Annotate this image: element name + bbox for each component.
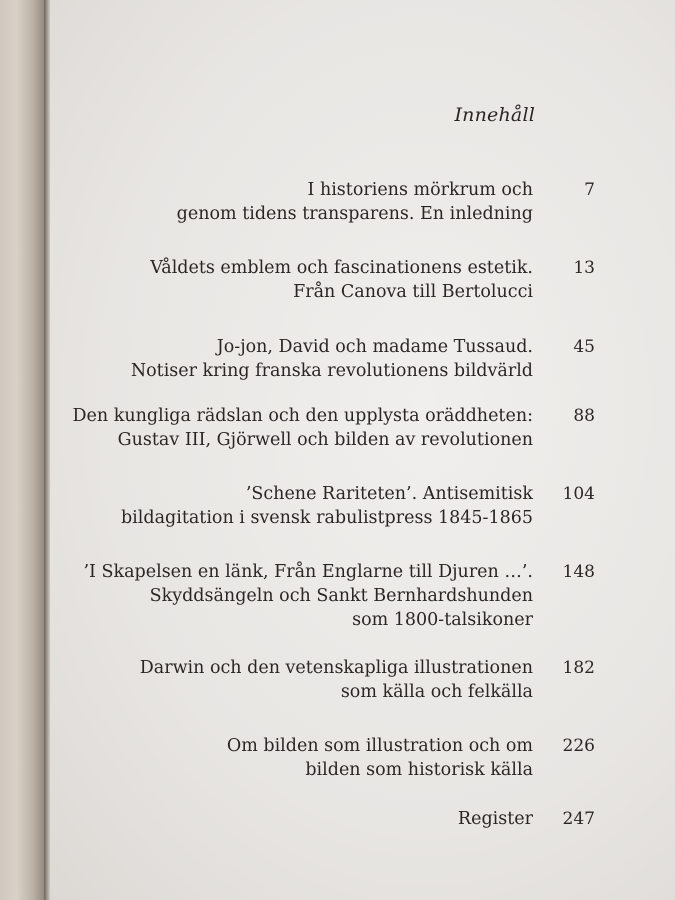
toc-entry-title-line: Från Canova till Bertolucci: [293, 282, 533, 302]
toc-entry-title-line: Våldets emblem och fascinationens estetik.: [150, 258, 533, 278]
toc-entry-title-line: Skyddsängeln och Sankt Bernhardshunden: [149, 586, 533, 606]
toc-entry-title: [63, 335, 533, 383]
toc-entry-title-line: ’Schene Rariteten’. Antisemitisk: [245, 484, 533, 504]
toc-entry-title-line: Den kungliga rädslan och den upplysta oräddheten:: [72, 406, 533, 426]
toc-entry-title-line: ’I Skapelsen en länk, Från Englarne till Djuren …’.: [83, 562, 533, 582]
toc-entry-title: [63, 256, 533, 304]
toc-entry-title: [63, 656, 533, 704]
toc-entry-page-number: 182: [562, 658, 595, 678]
toc-entry-title: [63, 807, 533, 831]
toc-entry-title-line: bilden som historisk källa: [305, 760, 533, 780]
toc-entry-title-line: som 1800-talsikoner: [352, 610, 533, 630]
toc-entry-page-number: 88: [573, 406, 595, 426]
toc-entry-page-number: 148: [562, 562, 595, 582]
toc-entry-page-number: 7: [584, 180, 595, 200]
book-spine-shadow: [0, 0, 46, 900]
toc-entry-page-number: 13: [573, 258, 595, 278]
toc-entry-title: [63, 734, 533, 782]
toc-entry-title-line: Jo-jon, David och madame Tussaud.: [216, 337, 533, 357]
toc-entry-title-line: Register: [457, 809, 533, 829]
book-page: [50, 0, 675, 900]
toc-entry-title-line: Darwin och den vetenskapliga illustrationen: [139, 658, 533, 678]
toc-entry-title-line: Notiser kring franska revolutionens bildvärld: [130, 361, 533, 381]
toc-entry-title-line: bildagitation i svensk rabulistpress 1845-1865: [120, 508, 533, 528]
toc-entry-title: [63, 560, 533, 632]
toc-entry-page-number: 247: [562, 809, 595, 829]
toc-entry-title-line: I historiens mörkrum och: [307, 180, 533, 200]
toc-entry-title: [63, 178, 533, 226]
toc-entry-title-line: Om bilden som illustration och om: [226, 736, 533, 756]
toc-heading: Innehåll: [454, 104, 535, 126]
toc-entry-title: [63, 482, 533, 530]
toc-entry-title-line: genom tidens transparens. En inledning: [176, 204, 533, 224]
toc-entry-page-number: 226: [562, 736, 595, 756]
toc-entry-title-line: Gustav III, Gjörwell och bilden av revolutionen: [117, 430, 533, 450]
toc-entry-title: [63, 404, 533, 452]
toc-entry-page-number: 104: [562, 484, 595, 504]
toc-entry-page-number: 45: [573, 337, 595, 357]
toc-entry-title-line: som källa och felkälla: [340, 682, 533, 702]
